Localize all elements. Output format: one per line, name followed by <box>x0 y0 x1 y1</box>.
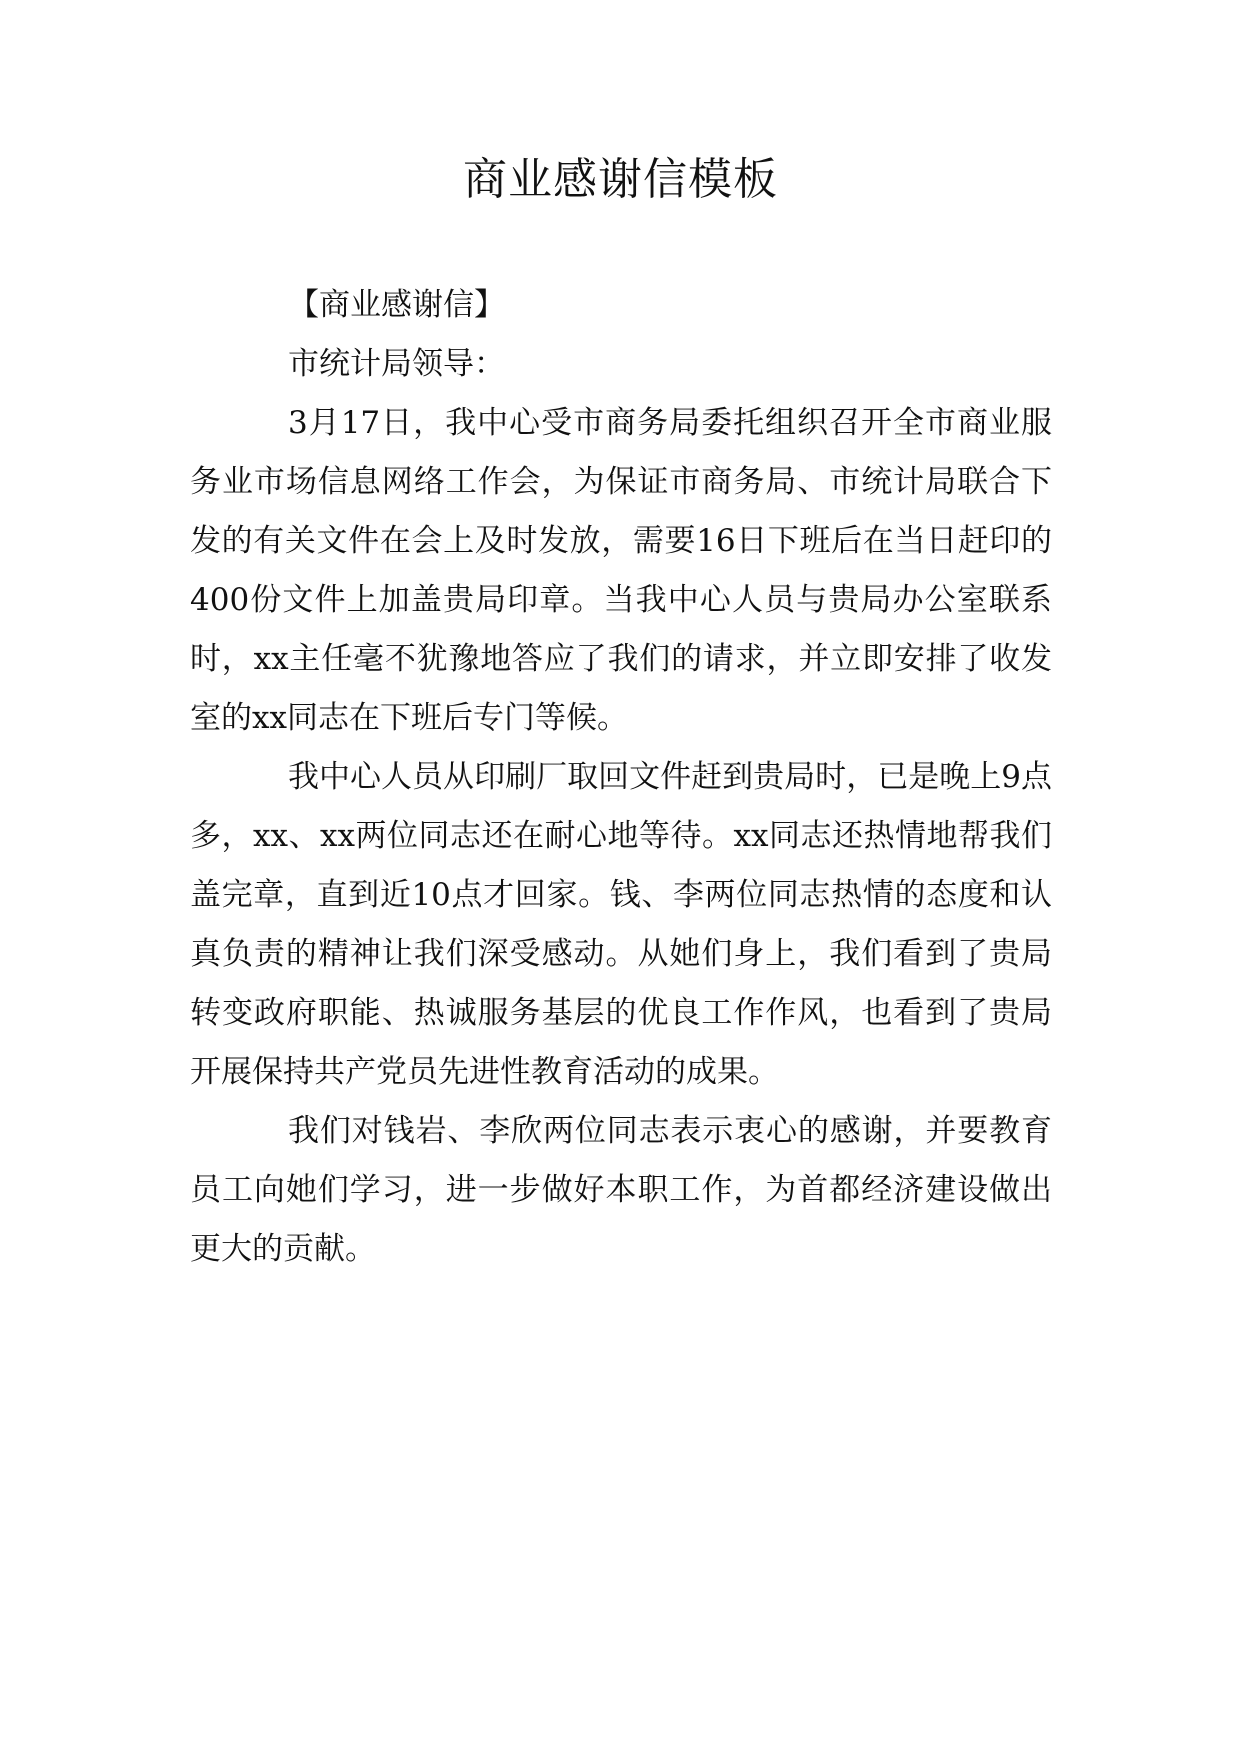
letter-salutation: 市统计局领导： <box>288 346 505 382</box>
document-title: 商业感谢信模板 <box>463 154 778 205</box>
letter-paragraph: 我中心人员从印刷厂取回文件赶到贵局时，已是晚上9点多，xx、xx两位同志还在耐心地等待。xx同志还热情地帮我们盖完章，直到近10点才回家。钱、李两位同志热情的态度和认真负责的精神让我们深受感动。从她们身上，我们看到了贵局转变政府职能、热诚服务基层的优良工作作风，也看到了贵局开展保持共产党员先进性教育活动的成果。 <box>190 759 1052 1090</box>
letter-body <box>190 276 1052 1279</box>
letter-paragraph: 我们对钱岩、李欣两位同志表示衷心的感谢，并要教育员工向她们学习，进一步做好本职工作，为首都经济建设做出更大的贡献。 <box>190 1113 1052 1267</box>
letter-heading: 【商业感谢信】 <box>288 287 505 323</box>
letter-paragraph: 3月17日，我中心受市商务局委托组织召开全市商业服务业市场信息网络工作会，为保证市商务局、市统计局联合下发的有关文件在会上及时发放，需要16日下班后在当日赶印的400份文件上加盖贵局印章。当我中心人员与贵局办公室联系时，xx主任毫不犹豫地答应了我们的请求，并立即安排了收发室的xx同志在下班后专门等候。 <box>190 405 1052 736</box>
